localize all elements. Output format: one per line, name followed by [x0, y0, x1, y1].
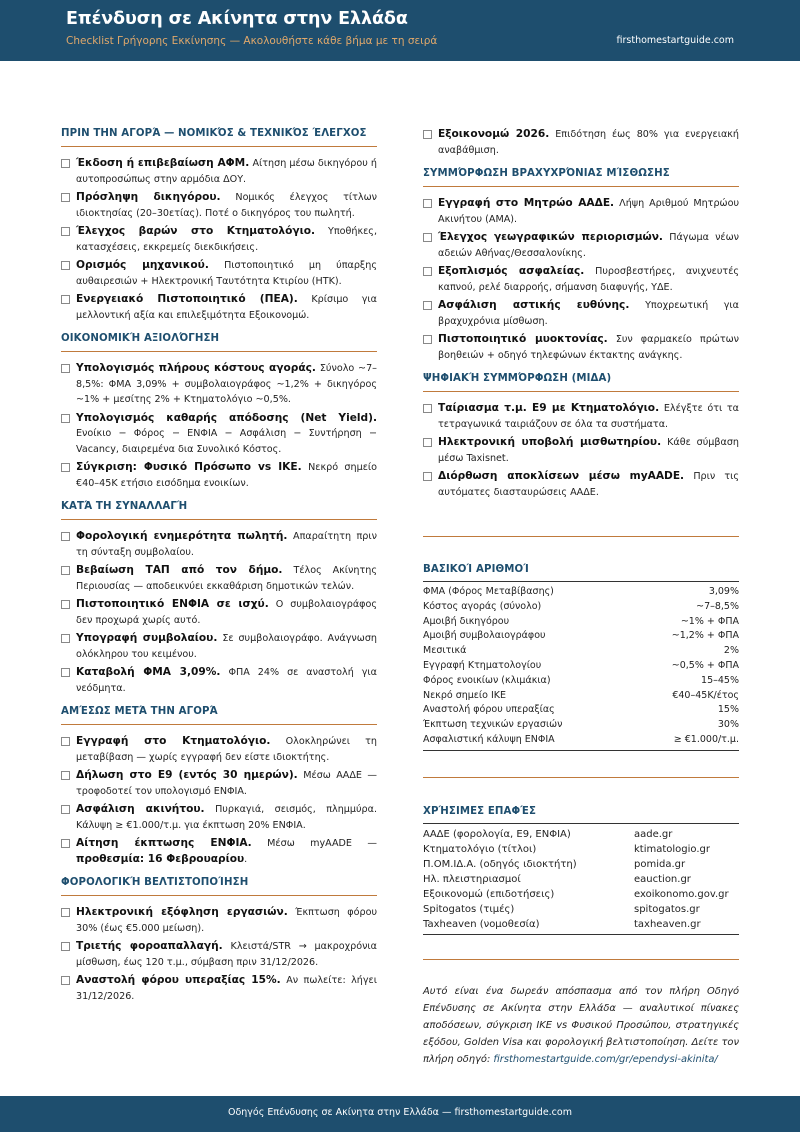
checklist-item[interactable]: [423, 401, 739, 432]
item-title: Έλεγχος βαρών στο Κτηματολόγιο.: [76, 225, 316, 237]
checkbox-icon[interactable]: [423, 335, 432, 344]
key-value: ~1,2% + ΦΠΑ: [671, 630, 739, 642]
checklist-item[interactable]: [61, 802, 377, 833]
item-text: Πυροσβεστήρες, ανιχνευτές καπνού, ρελέ διαρροής, σήμανση διαφυγής, ΥΔΕ.: [438, 266, 740, 293]
item-title: Πιστοποιητικό μυοκτονίας.: [438, 333, 608, 345]
item-text: Συν φαρμακείο πρώτων βοηθειών + οδηγό τηλεφώνων έκτακτης ανάγκης.: [438, 334, 739, 361]
section-title: ΑΜΈΣΩΣ ΜΕΤΆ ΤΗΝ ΑΓΟΡΆ: [61, 706, 377, 725]
item-text: ΦΠΑ 24% σε αναστολή για νεόδμητα.: [76, 667, 378, 694]
checkbox-icon[interactable]: [423, 233, 432, 242]
item-text: Αίτηση μέσω δικηγόρου ή αυτοπροσώπως στην αρμόδια ΔΟΥ.: [76, 158, 377, 185]
key-label: Εγγραφή Κτηματολογίου: [423, 659, 542, 671]
contact-name: Π.ΟΜ.ΙΔ.Α. (οδηγός ιδιοκτήτη): [423, 858, 577, 870]
table-row: [423, 600, 739, 615]
item-title: Ηλεκτρονική εξόφληση εργασιών.: [76, 906, 288, 918]
checklist-item[interactable]: [61, 597, 377, 628]
item-title: Εξοικονομώ 2026.: [438, 128, 550, 140]
item-title: Αίτηση έκπτωσης ΕΝΦΙΑ.: [76, 837, 252, 849]
item-text: Ελέγξτε ότι τα τετραγωνικά ταιριάζουν σε όλα τα συστήματα.: [438, 403, 739, 430]
checkbox-icon[interactable]: [61, 566, 70, 575]
checkbox-icon[interactable]: [61, 364, 70, 373]
checklist-item[interactable]: [61, 563, 377, 594]
section-title: ΦΟΡΟΛΟΓΙΚΉ ΒΕΛΤΙΣΤΟΠΟΊΗΣΗ: [61, 877, 377, 896]
checkbox-icon[interactable]: [423, 267, 432, 276]
section-title: ΣΥΜΜΌΡΦΩΣΗ ΒΡΑΧΥΧΡΌΝΙΑΣ ΜΊΣΘΩΣΗΣ: [423, 168, 739, 187]
checklist-item[interactable]: [61, 460, 377, 491]
checkbox-icon[interactable]: [61, 976, 70, 985]
checkbox-icon[interactable]: [423, 472, 432, 481]
item-title: Δήλωση στο Ε9 (εντός 30 ημερών).: [76, 769, 298, 781]
promo-note-text: Αυτό είναι ένα δωρεάν απόσπασμα από τον πλήρη Οδηγό Επένδυσης σε Ακίνητα στην Ελλάδα — αναλυτικοί πίνακες αποδόσεων, σύγκριση ΙΚΕ vs Φυσικού Προσώπου, στρατηγικές εξόδου, Golden Visa και φορολογική βελτιστοποίηση. Δείτε τον πλήρη οδηγό:: [423, 985, 739, 1065]
checkbox-icon[interactable]: [423, 404, 432, 413]
key-label: Αμοιβή δικηγόρου: [423, 615, 510, 627]
key-label: Μεσιτικά: [423, 645, 467, 657]
key-label: Ασφαλιστική κάλυψη ΕΝΦΙΑ: [423, 733, 555, 745]
checklist-item[interactable]: [61, 665, 377, 696]
contact-site-link[interactable]: pomida.gr: [634, 858, 686, 870]
contact-name: Taxheaven (νομοθεσία): [423, 918, 540, 930]
checklist-item[interactable]: [61, 292, 377, 323]
checkbox-icon[interactable]: [61, 414, 70, 423]
key-numbers-section: [423, 564, 739, 751]
item-text: Έκπτωση φόρου 30% (έως €5.000 μείωση).: [76, 907, 377, 934]
table-row: [423, 674, 739, 689]
checkbox-icon[interactable]: [423, 130, 432, 139]
checklist-item[interactable]: [423, 469, 739, 500]
key-numbers-table: [423, 585, 739, 748]
table-row: [423, 718, 739, 733]
item-title: Εξοπλισμός ασφαλείας.: [438, 265, 585, 277]
key-label: Νεκρό σημείο ΙΚΕ: [423, 689, 507, 701]
table-row: [423, 917, 739, 932]
section-title: ΒΑΣΙΚΟΊ ΑΡΙΘΜΟΊ: [423, 564, 739, 582]
checklist-item[interactable]: [61, 361, 377, 408]
item-title: Υπογραφή συμβολαίου.: [76, 632, 218, 644]
checklist-item[interactable]: [61, 939, 377, 970]
checkbox-icon[interactable]: [61, 193, 70, 202]
item-text: Σε συμβολαιογράφο. Ανάγνωση ολόκληρου του κειμένου.: [76, 633, 377, 660]
checklist-item[interactable]: [61, 258, 377, 289]
key-label: Φόρος ενοικίων (κλιμάκια): [423, 674, 551, 686]
contact-site-link[interactable]: ktimatologio.gr: [634, 843, 711, 855]
item-text: Ολοκληρώνει τη μεταβίβαση — χωρίς εγγραφή δεν είστε ιδιοκτήτης.: [76, 736, 377, 763]
key-value: 15–45%: [701, 674, 739, 686]
key-value: ≥ €1.000/τ.μ.: [673, 733, 739, 745]
checkbox-icon[interactable]: [423, 199, 432, 208]
key-value: ~0,5% + ΦΠΑ: [671, 659, 739, 671]
section-title: ΟΙΚΟΝΟΜΙΚΉ ΑΞΙΟΛΌΓΗΣΗ: [61, 333, 377, 352]
item-title: Υπολογισμός πλήρους κόστους αγοράς.: [76, 362, 316, 374]
checkbox-icon[interactable]: [61, 463, 70, 472]
item-text: Κάθε σύμβαση μέσω Taxisnet.: [438, 437, 739, 464]
table-row: [423, 902, 739, 917]
item-text-tail: .: [244, 853, 248, 865]
checklist-item[interactable]: [423, 264, 739, 295]
item-text: Ο συμβολαιογράφος δεν προχωρά χωρίς αυτό.: [76, 599, 378, 626]
item-text: Πυρκαγιά, σεισμός, πλημμύρα. Κάλυψη ≥ €1.000/τ.μ. για έκπτωση 20% ΕΝΦΙΑ.: [76, 804, 377, 831]
table-row: [423, 615, 739, 630]
item-text: Μέσω ΑΑΔΕ — τροφοδοτεί τον υπολογισμό ΕΝΦΙΑ.: [76, 770, 377, 797]
table-row: [423, 629, 739, 644]
item-title: Διόρθωση αποκλίσεων μέσω myAADE.: [438, 470, 685, 482]
item-title: Έλεγχος γεωγραφικών περιορισμών.: [438, 231, 663, 243]
item-title: Ενεργειακό Πιστοποιητικό (ΠΕΑ).: [76, 293, 298, 305]
item-deadline: προθεσμία: 16 Φεβρουαρίου: [76, 852, 245, 865]
checklist-section: [61, 877, 377, 1004]
key-value: €40–45Κ/έτος: [672, 689, 739, 701]
checklist-item[interactable]: [61, 905, 377, 936]
contact-site-link[interactable]: eauction.gr: [634, 873, 691, 885]
item-title: Καταβολή ΦΜΑ 3,09%.: [76, 666, 221, 678]
item-text: Απαραίτητη πριν τη σύνταξη συμβολαίου.: [76, 531, 377, 558]
item-title: Σύγκριση: Φυσικό Πρόσωπο vs ΙΚΕ.: [76, 461, 302, 473]
key-value: 15%: [717, 704, 739, 716]
item-title: Πρόσληψη δικηγόρου.: [76, 191, 221, 203]
item-text: Νεκρό σημείο €40–45K ετήσιο εισόδημα ενοικίων.: [76, 462, 377, 489]
checklist-item[interactable]: [61, 411, 377, 458]
section-title: ΚΑΤΆ ΤΗ ΣΥΝΑΛΛΑΓΉ: [61, 501, 377, 520]
page-subtitle: Checklist Γρήγορης Εκκίνησης — Ακολουθήστε κάθε βήμα με τη σειρά: [66, 35, 438, 47]
checkbox-icon[interactable]: [61, 159, 70, 168]
contact-site-link[interactable]: taxheaven.gr: [634, 918, 701, 930]
item-title: Τριετής φοροαπαλλαγή.: [76, 940, 223, 952]
section-title: ΠΡΙΝ ΤΗΝ ΑΓΟΡΆ — ΝΟΜΙΚΌΣ & ΤΕΧΝΙΚΌΣ ΈΛΕΓΧΟΣ: [61, 128, 377, 147]
item-text: Υποθήκες, κατασχέσεις, εκκρεμείς διεκδικήσεις.: [76, 226, 377, 253]
key-label: Έκπτωση τεχνικών εργασιών: [423, 719, 563, 731]
item-text: Κλειστά/STR → μακροχρόνια μίσθωση, έως 120 τ.μ., σύμβαση πριν 31/12/2026.: [76, 941, 377, 968]
item-text: Πιστοποιητικό μη ύπαρξης αυθαιρεσιών + Ηλεκτρονική Ταυτότητα Κτιρίου (ΗΤΚ).: [76, 260, 377, 287]
checklist-section: [61, 706, 377, 867]
checkbox-icon[interactable]: [423, 438, 432, 447]
table-row: [423, 689, 739, 704]
checkbox-icon[interactable]: [61, 227, 70, 236]
checklist-item[interactable]: [61, 156, 377, 187]
table-row: [423, 887, 739, 902]
table-row: [423, 659, 739, 674]
contact-name: Spitogatos (τιμές): [423, 903, 515, 915]
key-value: 30%: [717, 719, 739, 731]
table-row: [423, 872, 739, 887]
item-title: Βεβαίωση ΤΑΠ από τον δήμο.: [76, 564, 283, 576]
right-column: [423, 127, 739, 1068]
contact-name: ΑΑΔΕ (φορολογία, Ε9, ΕΝΦΙΑ): [423, 828, 571, 840]
page-header: [0, 0, 800, 61]
item-title: Υπολογισμός καθαρής απόδοσης (Net Yield).: [76, 411, 377, 424]
contact-site-link[interactable]: exoikonomo.gov.gr: [634, 888, 729, 900]
item-title: Έκδοση ή επιβεβαίωση ΑΦΜ.: [76, 157, 250, 169]
item-text: Τέλος Ακίνητης Περιουσίας — αποδεικνύει εκκαθάριση δημοτικών τελών.: [76, 565, 377, 592]
table-row: [423, 827, 739, 842]
table-row: [423, 842, 739, 857]
item-title: Εγγραφή στο Μητρώο ΑΑΔΕ.: [438, 197, 615, 209]
section-title: ΧΡΉΣΙΜΕΣ ΕΠΑΦΈΣ: [423, 806, 739, 824]
page-title: Επένδυση σε Ακίνητα στην Ελλάδα: [66, 9, 408, 29]
checklist-item[interactable]: [423, 230, 739, 261]
checklist-item[interactable]: [423, 196, 739, 227]
checklist-section: [61, 128, 377, 323]
item-text: Ενοίκιο − Φόρος − ΕΝΦΙΑ − Ασφάλιση − Συντήρηση − Vacancy, διαιρεμένα δια Συνολικό Κόστος.: [76, 428, 377, 455]
checkbox-icon[interactable]: [61, 668, 70, 677]
left-column: [61, 128, 377, 1014]
table-row: [423, 644, 739, 659]
checklist-section: [423, 373, 739, 500]
item-title: Ηλεκτρονική υποβολή μισθωτηρίου.: [438, 436, 662, 448]
section-divider: [423, 777, 739, 778]
item-text: Νομικός έλεγχος τίτλων ιδιοκτησίας (20–30ετίας). Ποτέ ο δικηγόρος του πωλητή.: [76, 192, 377, 219]
key-value: 3,09%: [708, 586, 739, 597]
checkbox-icon[interactable]: [423, 301, 432, 310]
key-label: Αναστολή φόρου υπεραξίας: [423, 704, 555, 716]
checkbox-icon[interactable]: [61, 532, 70, 541]
contact-name: Κτηματολόγιο (τίτλοι): [423, 843, 537, 855]
key-value: 2%: [723, 645, 739, 657]
promo-note-link[interactable]: firsthomestartguide.com/gr/ependysi-akinita/: [493, 1053, 718, 1065]
checklist-item[interactable]: [61, 529, 377, 560]
item-title: Πιστοποιητικό ΕΝΦΙΑ σε ισχύ.: [76, 598, 269, 610]
checkbox-icon[interactable]: [61, 261, 70, 270]
table-row: [423, 703, 739, 718]
checklist-item[interactable]: [61, 768, 377, 799]
item-title: Ασφάλιση ακινήτου.: [76, 803, 205, 815]
item-text: Πριν τις αυτόματες διασταυρώσεις ΑΑΔΕ.: [438, 471, 739, 498]
checklist-item[interactable]: [61, 190, 377, 221]
page-footer: Οδηγός Επένδυσης σε Ακίνητα στην Ελλάδα — firsthomestartguide.com: [0, 1096, 800, 1132]
table-row: [423, 857, 739, 872]
key-label: Αμοιβή συμβολαιογράφου: [423, 630, 546, 642]
table-row: [423, 585, 739, 600]
key-label: Κόστος αγοράς (σύνολο): [423, 600, 542, 612]
item-text: Επιδότηση έως 80% για ενεργειακή αναβάθμιση.: [438, 129, 740, 156]
checklist-section: [61, 333, 377, 491]
checklist-item[interactable]: [423, 127, 739, 158]
contacts-table: [423, 827, 739, 932]
item-text: Υποχρεωτική για βραχυχρόνια μίσθωση.: [438, 300, 739, 327]
checklist-item[interactable]: [61, 973, 377, 1004]
item-title: Φορολογική ενημερότητα πωλητή.: [76, 530, 288, 542]
checklist-item[interactable]: [423, 298, 739, 329]
table-row: [423, 733, 739, 748]
section-divider: [423, 959, 739, 960]
section-divider: [423, 536, 739, 537]
checklist-item[interactable]: [61, 631, 377, 662]
item-title: Ταίριασμα τ.μ. Ε9 με Κτηματολόγιο.: [438, 402, 660, 414]
item-text: Μέσω myAADE —: [267, 838, 377, 849]
checkbox-icon[interactable]: [61, 771, 70, 780]
item-text: Λήψη Αριθμού Μητρώου Ακινήτου (ΑΜΑ).: [438, 198, 739, 225]
key-value: ~1% + ΦΠΑ: [680, 615, 739, 627]
checklist-item[interactable]: [423, 435, 739, 466]
key-label: ΦΜΑ (Φόρος Μεταβίβασης): [423, 586, 554, 597]
contacts-section: [423, 806, 739, 935]
checklist-item[interactable]: [61, 734, 377, 765]
checklist-item[interactable]: [423, 332, 739, 363]
item-text: Σύνολο ~7–8,5%: ΦΜΑ 3,09% + συμβολαιογράφος ~1,2% + δικηγόρος ~1% + μεσίτης 2% + Κτηματολόγιο ~0,5%.: [76, 363, 377, 405]
checklist-section: [61, 501, 377, 696]
section-title: ΨΗΦΙΑΚΉ ΣΥΜΜΌΡΦΩΣΗ (ΜΙΔΑ): [423, 373, 739, 392]
checkbox-icon[interactable]: [61, 737, 70, 746]
checklist-section: [423, 168, 739, 363]
key-value: ~7–8,5%: [696, 600, 739, 612]
contact-site-link[interactable]: aade.gr: [634, 828, 673, 840]
header-site-link[interactable]: firsthomestartguide.com: [616, 35, 734, 46]
promo-note: [423, 983, 739, 1068]
item-text: Κρίσιμο για μελλοντική αξία και επιλεξιμότητα Εξοικονομώ.: [76, 294, 377, 321]
contact-site-link[interactable]: spitogatos.gr: [634, 903, 700, 915]
item-title: Ασφάλιση αστικής ευθύνης.: [438, 299, 630, 311]
checklist-item[interactable]: [61, 836, 377, 867]
item-title: Αναστολή φόρου υπεραξίας 15%.: [76, 974, 281, 986]
checklist-item[interactable]: [61, 224, 377, 255]
checkbox-icon[interactable]: [61, 634, 70, 643]
item-text: Πάγωμα νέων αδειών Αθήνας/Θεσσαλονίκης.: [438, 232, 740, 259]
item-title: Ορισμός μηχανικού.: [76, 259, 209, 271]
checkbox-icon[interactable]: [61, 600, 70, 609]
contact-name: Εξοικονομώ (επιδοτήσεις): [423, 888, 555, 900]
checkbox-icon[interactable]: [61, 908, 70, 917]
contact-name: Ηλ. πλειστηριασμοί: [423, 873, 521, 885]
item-title: Εγγραφή στο Κτηματολόγιο.: [76, 735, 271, 747]
checkbox-icon[interactable]: [61, 295, 70, 304]
item-text: Αν πωλείτε: λήγει 31/12/2026.: [76, 975, 377, 1002]
checkbox-icon[interactable]: [61, 805, 70, 814]
checkbox-icon[interactable]: [61, 839, 70, 848]
checkbox-icon[interactable]: [61, 942, 70, 951]
